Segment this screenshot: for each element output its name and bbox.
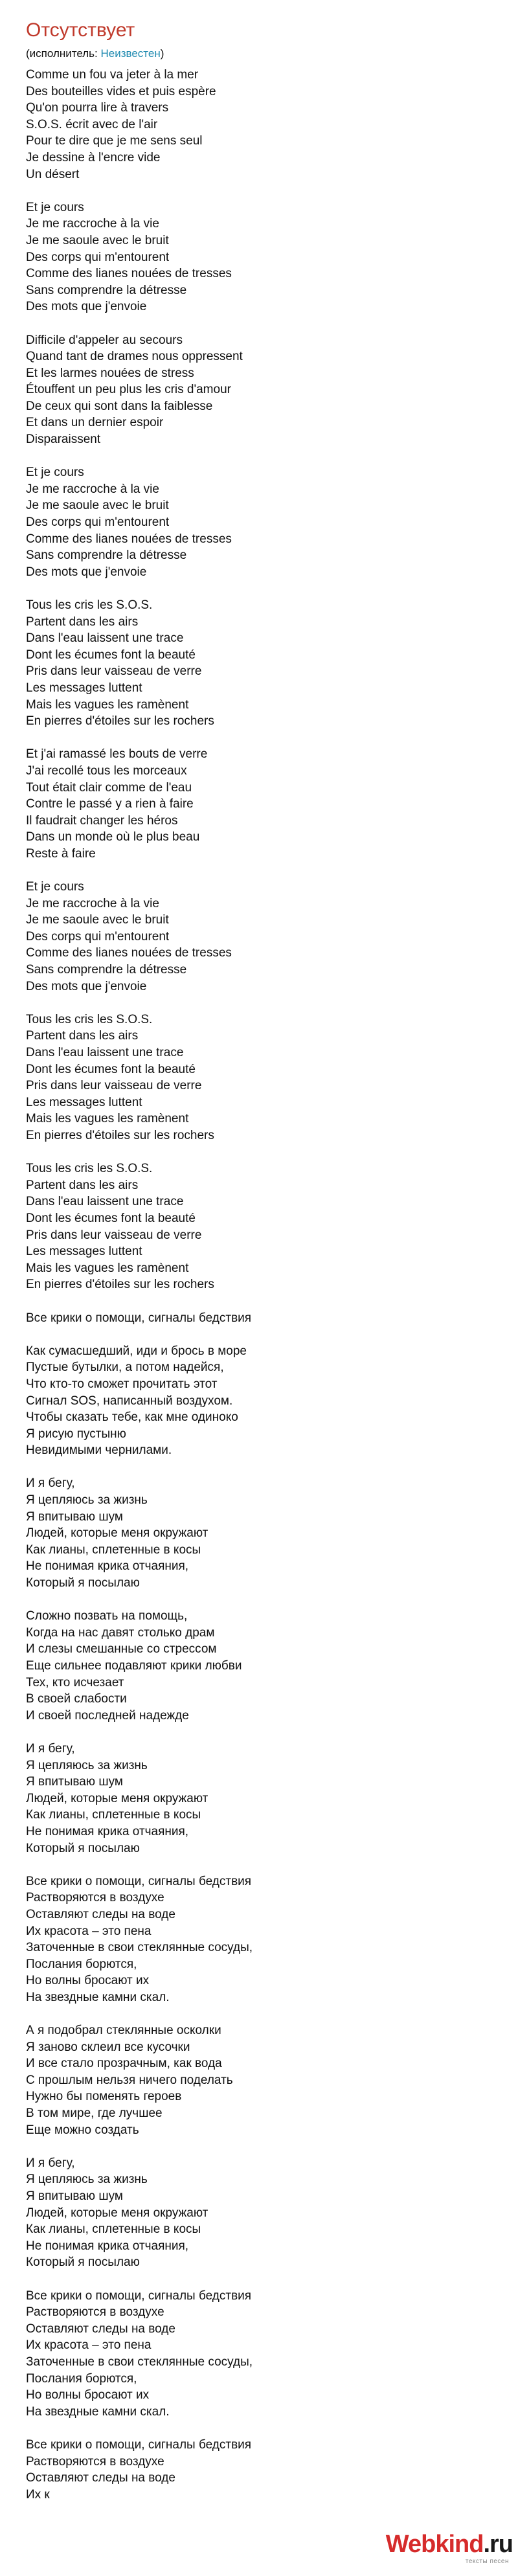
- song-title: Отсутствует: [26, 19, 135, 41]
- performer-link[interactable]: Неизвестен: [100, 47, 161, 60]
- performer-prefix: (исполнитель:: [26, 47, 101, 60]
- logo-tagline: тексты песен: [465, 2558, 509, 2565]
- logo-text: [386, 2531, 513, 2559]
- performer-suffix: ): [160, 47, 164, 60]
- logo-tld: .ru: [483, 2531, 513, 2558]
- lyrics-text: Comme un fou va jeter à la mer Des bouteilles vides et puis espère Qu'on pourra lire à travers S.O.S. écrit avec de l'air Pour te dire que je me sens seul Je dessine à l'encre vide Un désert Et je cours Je me raccroche à la vie Je me saoule avec le bruit Des corps qui m'entourent Comme des lianes nouées de tresses Sans comprendre la détresse Des mots que j'envoie Difficile d'appeler au secours Quand tant de drames nous oppressent Et les larmes nouées de stress Étouffent un peu plus les cris d'amour De ceux qui sont dans la faiblesse Et dans un dernier espoir Disparaissent Et je cours Je me raccroche à la vie Je me saoule avec le bruit Des corps qui m'entourent Comme des lianes nouées de tresses Sans comprendre la détresse Des mots que j'envoie Tous les cris les S.O.S. Partent dans les airs Dans l'eau laissent une trace Dont les écumes font la beauté Pris dans leur vaisseau de verre Les messages luttent Mais les vagues les ramènent En pierres d'étoiles sur les rochers Et j'ai ramassé les bouts de verre J'ai recollé tous les morceaux Tout était clair comme de l'eau Contre le passé y a rien à faire Il faudrait changer les héros Dans un monde où le plus beau Reste à faire Et je cours Je me raccroche à la vie Je me saoule avec le bruit Des corps qui m'entourent Comme des lianes nouées de tresses Sans comprendre la détresse Des mots que j'envoie Tous les cris les S.O.S. Partent dans les airs Dans l'eau laissent une trace Dont les écumes font la beauté Pris dans leur vaisseau de verre Les messages luttent Mais les vagues les ramènent En pierres d'étoiles sur les rochers Tous les cris les S.O.S. Partent dans les airs Dans l'eau laissent une trace Dont les écumes font la beauté Pris dans leur vaisseau de verre Les messages luttent Mais les vagues les ramènent En pierres d'étoiles sur les rochers Все крики о помощи, сигналы бедствия Как сумасшедший, иди и брось в море Пустые бутылки, а потом надейся, Что кто-то сможет прочитать этот Сигнал SOS, написанный воздухом. Чтобы сказать тебе, как мне одиноко Я рисую пустыню Невидимыми чернилами. И я бегу, Я цепляюсь за жизнь Я впитываю шум Людей, которые меня окружают Как лианы, сплетенные в косы Не понимая крика отчаяния, Который я посылаю Сложно позвать на помощь, Когда на нас давят столько драм И слезы смешанные со стрессом Еще сильнее подавляют крики любви Тех, кто исчезает В своей слабости И своей последней надежде И я бегу, Я цепляюсь за жизнь Я впитываю шум Людей, которые меня окружают Как лианы, сплетенные в косы Не понимая крика отчаяния, Который я посылаю Все крики о помощи, сигналы бедствия Растворяются в воздухе Оставляют следы на воде Их красота – это пена Заточенные в свои стеклянные сосуды, Послания борются, Но волны бросают их На звездные камни скал. А я подобрал стеклянные осколки Я заново склеил все кусочки И все стало прозрачным, как вода С прошлым нельзя ничего поделать Нужно бы поменять героев В том мире, где лучшее Еще можно создать И я бегу, Я цепляюсь за жизнь Я впитываю шум Людей, которые меня окружают Как лианы, сплетенные в косы Не понимая крика отчаяния, Который я посылаю Все крики о помощи, сигналы бедствия Растворяются в воздухе Оставляют следы на воде Их красота – это пена Заточенные в свои стеклянные сосуды, Послания борются, Но волны бросают их На звездные камни скал. Все крики о помощи, сигналы бедствия Растворяются в воздухе Оставляют следы на воде Их к: [26, 68, 253, 2502]
- logo-main: Webkind: [385, 2531, 484, 2558]
- performer-line: [26, 47, 164, 61]
- webkind-logo[interactable]: [370, 2528, 513, 2568]
